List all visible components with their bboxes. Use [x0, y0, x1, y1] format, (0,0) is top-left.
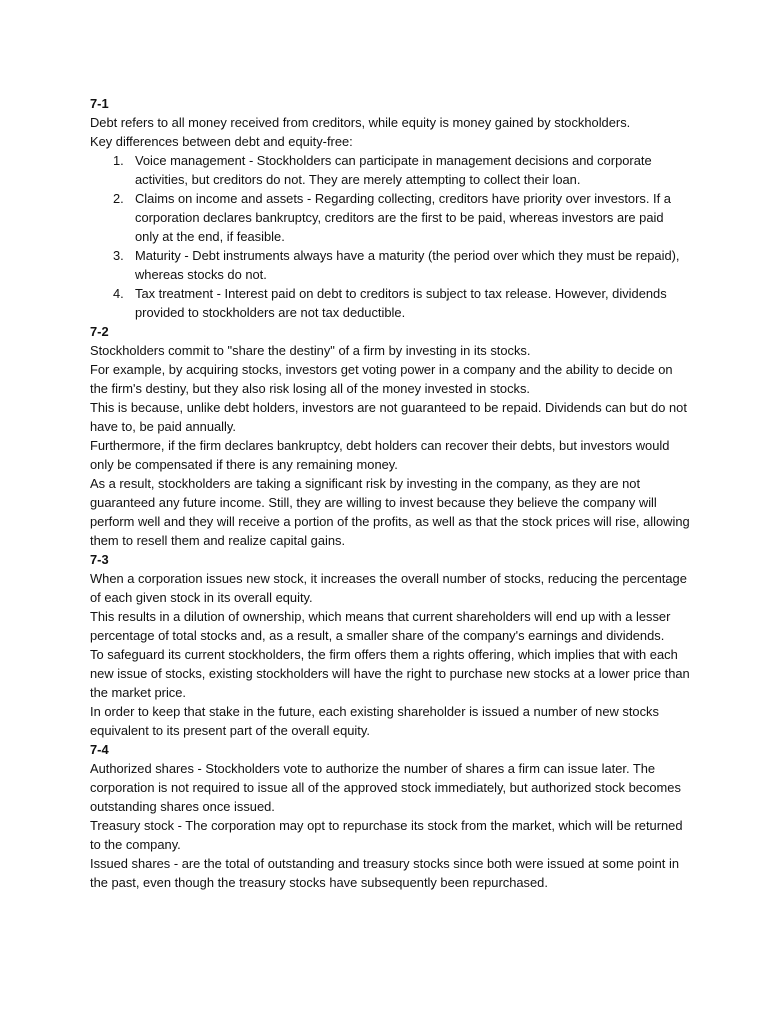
paragraph: Treasury stock - The corporation may opt to repurchase its stock from the market, which will be returned to the company. — [90, 818, 683, 852]
paragraph: This is because, unlike debt holders, investors are not guaranteed to be repaid. Dividends can but do not have to, be paid annually. — [90, 400, 687, 434]
paragraph: Debt refers to all money received from creditors, while equity is money gained by stockholders. — [90, 115, 631, 130]
section-heading: 7-2 — [90, 324, 109, 339]
section-heading: 7-1 — [90, 96, 109, 111]
list-item — [90, 246, 690, 284]
paragraph: Issued shares - are the total of outstanding and treasury stocks since both were issued at some point in the past, even though the treasury stocks have subsequently been repurchased. — [90, 856, 679, 890]
list-item — [90, 284, 690, 322]
document-page — [90, 94, 690, 892]
paragraph: When a corporation issues new stock, it increases the overall number of stocks, reducing the percentage of each given stock in its overall equity. — [90, 571, 687, 605]
differences-list — [90, 151, 690, 322]
section-heading: 7-3 — [90, 552, 109, 567]
list-item-text: Maturity - Debt instruments always have a maturity (the period over which they must be repaid), whereas stocks do not. — [135, 248, 680, 282]
section-heading: 7-4 — [90, 742, 109, 757]
paragraph: As a result, stockholders are taking a significant risk by investing in the company, as they are not guaranteed any future income. Still, they are willing to invest because they believe the company will perform well and they will receive a portion of the profits, as well as that the stock prices will rise, allowing them to resell them and realize capital gains. — [90, 476, 690, 548]
list-item-number: 1. — [113, 153, 124, 168]
paragraph: Stockholders commit to "share the destiny" of a firm by investing in its stocks. — [90, 343, 531, 358]
section-7-1 — [90, 94, 690, 322]
section-7-2 — [90, 322, 690, 550]
paragraph: Furthermore, if the firm declares bankruptcy, debt holders can recover their debts, but investors would only be compensated if there is any remaining money. — [90, 438, 670, 472]
paragraph: Authorized shares - Stockholders vote to authorize the number of shares a firm can issue later. The corporation is not required to issue all of the approved stock immediately, but authorized stock becomes outstanding shares once issued. — [90, 761, 681, 814]
list-item — [90, 151, 690, 189]
paragraph: To safeguard its current stockholders, the firm offers them a rights offering, which implies that with each new issue of stocks, existing stockholders will have the right to purchase new stocks at a lower price than the market price. — [90, 647, 690, 700]
section-7-4 — [90, 740, 690, 892]
list-item-text: Claims on income and assets - Regarding collecting, creditors have priority over investors. If a corporation declares bankruptcy, creditors are the first to be paid, whereas investors are paid only at the end, if feasible. — [135, 191, 671, 244]
section-7-3 — [90, 550, 690, 740]
paragraph: For example, by acquiring stocks, investors get voting power in a company and the ability to decide on the firm's destiny, but they also risk losing all of the money invested in stocks. — [90, 362, 673, 396]
list-item-text: Tax treatment - Interest paid on debt to creditors is subject to tax release. However, dividends provided to stockholders are not tax deductible. — [135, 286, 667, 320]
list-item-number: 2. — [113, 191, 124, 206]
paragraph: This results in a dilution of ownership, which means that current shareholders will end up with a lesser percentage of total stocks and, as a result, a smaller share of the company's earnings and dividends. — [90, 609, 671, 643]
paragraph: Key differences between debt and equity-free: — [90, 134, 353, 149]
list-item-text: Voice management - Stockholders can participate in management decisions and corporate activities, but creditors do not. They are merely attempting to collect their loan. — [135, 153, 652, 187]
list-item-number: 4. — [113, 286, 124, 301]
list-item-number: 3. — [113, 248, 124, 263]
list-item — [90, 189, 690, 246]
paragraph: In order to keep that stake in the future, each existing shareholder is issued a number of new stocks equivalent to its present part of the overall equity. — [90, 704, 659, 738]
